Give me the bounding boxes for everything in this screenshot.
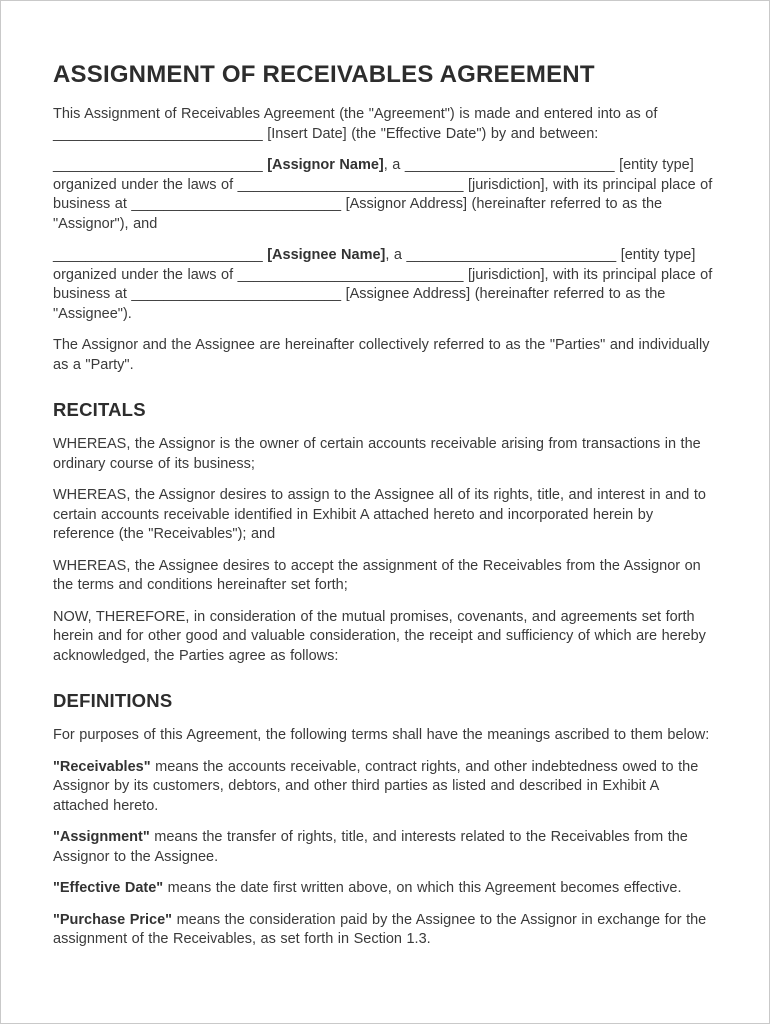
assignor-paragraph xyxy=(53,156,717,234)
assignee-details-text: , a __________________________ [entity type] organized under the laws of ____________________________ [jurisdiction], with its principal place of business at __________________________ [Assignee Address] (hereinafter referred to as the "Assignee"). xyxy=(53,247,713,322)
definition-text-assignment: means the transfer of rights, title, and interests related to the Receivables from the Assignor to the Assignee. xyxy=(53,829,688,865)
parties-paragraph: The Assignor and the Assignee are hereinafter collectively referred to as the "Parties" and individually as a "Party". xyxy=(53,337,710,373)
assignee-name-blank: __________________________ xyxy=(53,247,268,263)
assignee-paragraph xyxy=(53,246,717,324)
intro-paragraph: This Assignment of Receivables Agreement (the "Agreement") is made and entered into as of __________________________ [Insert Date] (the "Effective Date") by and between: xyxy=(53,106,658,142)
definition-receivables xyxy=(53,758,717,817)
document-title: ASSIGNMENT OF RECEIVABLES AGREEMENT xyxy=(53,61,595,88)
definition-assignment xyxy=(53,828,717,867)
definition-purchase-price xyxy=(53,911,717,950)
assignor-name-blank: __________________________ xyxy=(53,157,268,173)
definitions-heading: DEFINITIONS xyxy=(53,690,173,711)
definition-effective-date xyxy=(53,879,717,899)
assignor-name-label: [Assignor Name] xyxy=(267,157,384,173)
recitals-heading: RECITALS xyxy=(53,399,146,420)
assignee-name-label: [Assignee Name] xyxy=(267,247,386,263)
definition-text-receivables: means the accounts receivable, contract rights, and other indebtedness owed to the Assignor by its customers, debtors, and other third parties as listed and described in Exhibit A attached hereto. xyxy=(53,758,699,814)
definition-term-assignment: "Assignment" xyxy=(53,829,150,845)
definition-term-effective-date: "Effective Date" xyxy=(53,880,164,896)
definition-text-effective-date: means the date first written above, on which this Agreement becomes effective. xyxy=(163,880,682,896)
assignor-details-text: , a __________________________ [entity type] organized under the laws of ____________________________ [jurisdiction], with its principal place of business at __________________________ [Assignor Address] (hereinafter referred to as the "Assignor"), and xyxy=(53,157,713,232)
definition-term-receivables: "Receivables" xyxy=(53,758,151,775)
recital-paragraph-2: WHEREAS, the Assignor desires to assign to the Assignee all of its rights, title, and interest in and to certain accounts receivable identified in Exhibit A attached hereto and incorporated herein by reference (the "Receivables"); and xyxy=(53,487,706,542)
definition-text-purchase-price: means the consideration paid by the Assignee to the Assignor in exchange for the assignment of the Receivables, as set forth in Section 1.3. xyxy=(53,911,707,947)
definition-term-purchase-price: "Purchase Price" xyxy=(53,911,173,928)
recital-paragraph-4: NOW, THEREFORE, in consideration of the mutual promises, covenants, and agreements set forth herein and for other good and valuable consideration, the receipt and sufficiency of which are hereby acknowledged, the Parties agree as follows: xyxy=(53,608,706,664)
document-page xyxy=(1,1,769,950)
definitions-intro: For purposes of this Agreement, the following terms shall have the meanings ascribed to them below: xyxy=(53,727,710,743)
recital-paragraph-1: WHEREAS, the Assignor is the owner of certain accounts receivable arising from transactions in the ordinary course of its business; xyxy=(53,436,701,472)
recital-paragraph-3: WHEREAS, the Assignee desires to accept the assignment of the Receivables from the Assignor on the terms and conditions hereinafter set forth; xyxy=(53,557,701,593)
